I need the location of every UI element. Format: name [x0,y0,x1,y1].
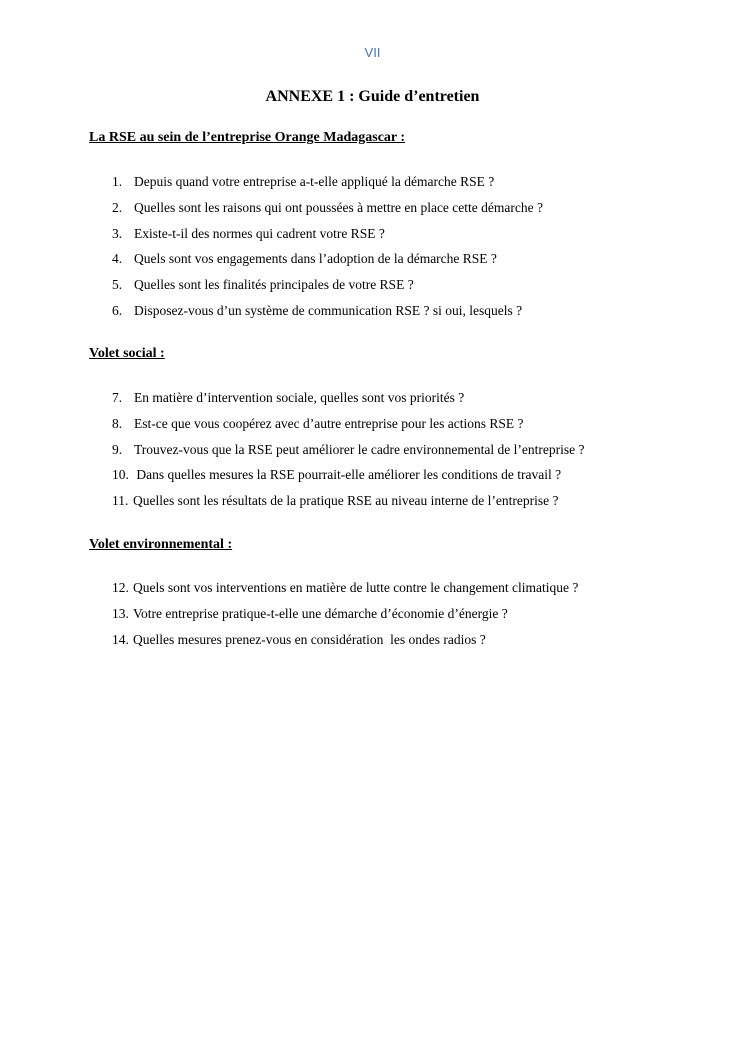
question-number: 10. [112,467,129,483]
question-text: Quelles sont les raisons qui ont poussées à mettre en place cette démarche ? [134,199,543,215]
section-heading-rse-orange: La RSE au sein de l’entreprise Orange Madagascar : [89,130,406,145]
question-text: Quels sont vos engagements dans l’adoption de la démarche RSE ? [134,251,497,267]
question-number: 1. [112,174,123,189]
question-text: En matière d’intervention sociale, quelles sont vos priorités ? [134,390,465,405]
question-text: Existe-t-il des normes qui cadrent votre RSE ? [134,225,385,241]
question-number: 7. [112,390,123,405]
section-heading-volet-social: Volet social : [89,346,165,361]
question-text: Quelles sont les résultats de la pratique RSE au niveau interne de l’entreprise ? [133,493,559,509]
question-text: Depuis quand votre entreprise a-t-elle appliqué la démarche RSE ? [134,174,495,189]
section-heading-volet-environnemental: Volet environnemental : [89,537,233,552]
question-number: 6. [112,302,123,318]
page-number: VII [364,45,381,60]
question-text: Votre entreprise pratique-t-elle une démarche d’économie d’énergie ? [133,605,508,621]
question-number: 14. [112,631,129,647]
question-text: Quels sont vos interventions en matière de lutte contre le changement climatique ? [133,580,579,595]
question-number: 8. [112,415,123,431]
question-text: Quelles mesures prenez-vous en considération les ondes radios ? [133,631,486,647]
document-title: ANNEXE 1 : Guide d’entretien [265,88,480,105]
question-number: 9. [112,441,123,457]
question-number: 12. [112,580,129,595]
question-number: 3. [112,225,123,241]
question-number: 5. [112,277,123,293]
question-text: Est-ce que vous coopérez avec d’autre entreprise pour les actions RSE ? [134,415,524,431]
question-number: 4. [112,251,123,267]
question-number: 11. [112,493,129,509]
question-text: Dans quelles mesures la RSE pourrait-elle améliorer les conditions de travail ? [133,467,562,483]
question-text: Quelles sont les finalités principales de votre RSE ? [134,277,414,293]
question-text: Trouvez-vous que la RSE peut améliorer le cadre environnemental de l’entreprise ? [134,441,585,457]
question-number: 2. [112,199,123,215]
question-number: 13. [112,605,129,621]
question-text: Disposez-vous d’un système de communication RSE ? si oui, lesquels ? [134,302,523,318]
